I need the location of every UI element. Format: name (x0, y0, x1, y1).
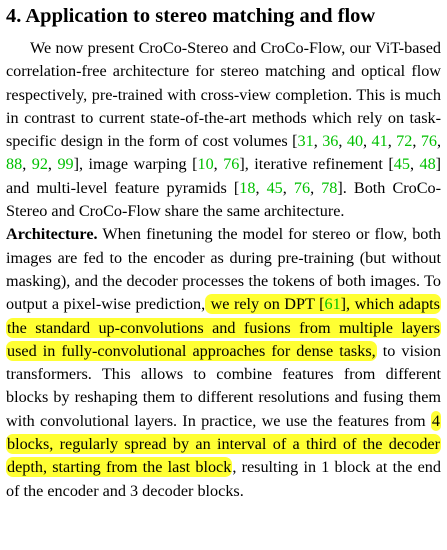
citation-link[interactable]: 48 (419, 155, 436, 174)
citation-link[interactable]: 61 (324, 295, 341, 314)
citation-link[interactable]: 18 (239, 178, 256, 197)
intro-text: ]. Both CroCo-Stereo and CroCo-Flow share the same architecture. (6, 178, 442, 221)
citation-link[interactable]: 45 (266, 178, 283, 197)
highlighted-text: we rely on DPT [ (206, 295, 325, 314)
highlighted-text: ], which adapts the standard up-convolutions and fusions from multiple layers used in fully-convolutional approaches for dense tasks, (7, 295, 440, 360)
intro-text: ], iterative refinement [ (239, 155, 394, 174)
architecture-text: , resulting in 1 block at the end of the encoder and 3 decoder blocks. (6, 458, 441, 500)
citation-link[interactable]: 76 (293, 178, 311, 197)
citation-link[interactable]: 78 (321, 178, 338, 197)
citation-link[interactable]: 10 (197, 155, 214, 174)
intro-text: ] and multi-level feature pyramids [ (6, 155, 442, 197)
citation-link[interactable]: 36 (322, 132, 339, 151)
citation-link[interactable]: 92 (31, 155, 48, 174)
citation-link[interactable]: 45 (393, 155, 410, 174)
intro-text: We now present CroCo-Stereo and CroCo-Flow, our ViT-based correlation-free architecture for stereo matching and optical flow respectively, pre-trained with cross-view completion. This is much in contrast to current state-of-the-art methods which rely on task-specific design in the form of cost volumes [ (6, 39, 441, 151)
citation-link[interactable]: 31 (297, 132, 314, 151)
citation-link[interactable]: 72 (396, 132, 413, 151)
citation-link[interactable]: 88 (6, 155, 23, 174)
architecture-paragraph (6, 223, 441, 503)
citation-link[interactable]: 41 (371, 132, 388, 151)
architecture-text: When finetuning the model for stereo or flow, both images are fed to the encoder as during pre-training (but without masking), and the decoder processes the tokens of both images. To output a pixel-wise prediction, (6, 225, 441, 314)
citation-link[interactable]: 76 (420, 132, 438, 151)
intro-text: ], image warping [ (73, 155, 198, 174)
citation-link[interactable]: 40 (346, 132, 364, 151)
section-heading: 4. Application to stereo matching and flow (6, 5, 376, 27)
architecture-text: to vision transformers. This allows to combine features from different blocks by reshaping them to different resolutions and fusing them with convolutional layers. In practice, we use the features from (6, 341, 441, 430)
paragraph-runin-heading: Architecture. (6, 225, 98, 244)
citation-link[interactable]: 99 (57, 155, 74, 174)
highlight-blocks[interactable]: 4 blocks, regularly spread by an interval of a third of the decoder depth, starting from the last block (7, 411, 440, 477)
intro-paragraph: We now present CroCo-Stereo and CroCo-Flow, our ViT-based correlation-free architecture for stereo matching and optical flow respectively, pre-trained with cross-view completion. This is much in contrast to current state-of-the-art methods which rely on task-specific design in the form of cost volumes [31, 36, 40, 41, 72, 76, 88, 92, 99], image warping [10, 76], iterative refinement [45, 48] and multi-level feature pyramids [18, 45, 76, 78]. Both CroCo-Stereo and CroCo-Flow share the same architecture. (6, 39, 442, 221)
citation-link[interactable]: 76 (223, 155, 240, 174)
